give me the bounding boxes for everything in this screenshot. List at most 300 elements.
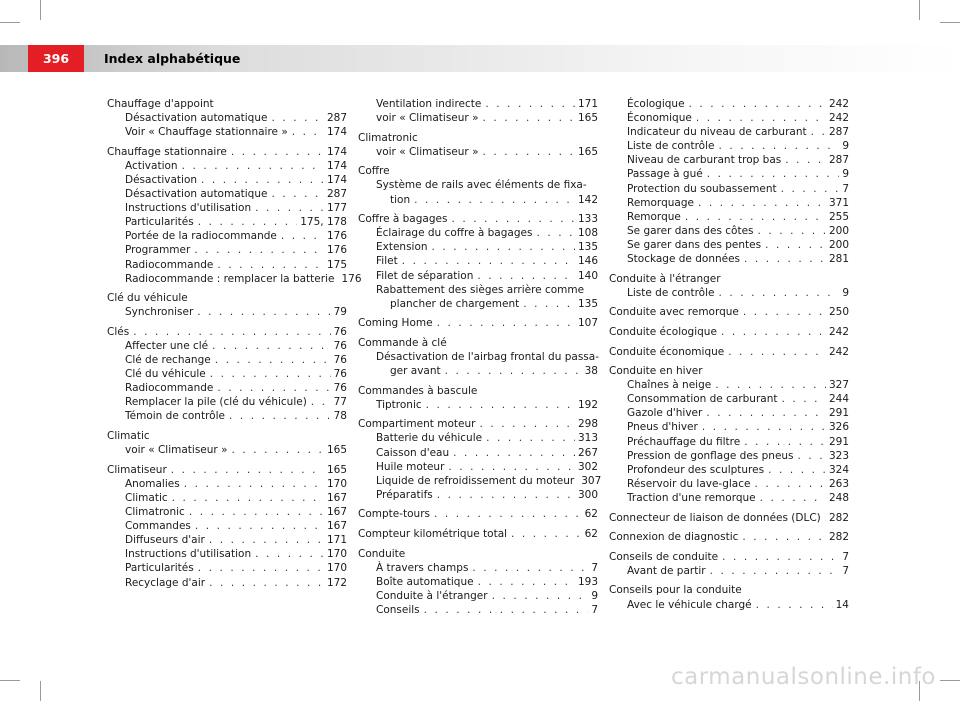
index-entry bbox=[358, 297, 598, 311]
entry-page-number: 165 bbox=[577, 145, 598, 158]
index-entry bbox=[107, 159, 347, 173]
entry-label: voir « Climatiseur » bbox=[125, 444, 228, 457]
entry-page-number: 291 bbox=[828, 435, 849, 448]
entry-label: Instructions d'utilisation bbox=[125, 202, 252, 215]
entry-label: Conduite écologique bbox=[609, 325, 717, 338]
entry-label: Climatiseur bbox=[107, 463, 167, 476]
entry-page-number: 62 bbox=[584, 508, 598, 521]
index-heading bbox=[609, 530, 849, 544]
leader-dots bbox=[765, 238, 826, 252]
entry-label: plancher de chargement bbox=[390, 297, 520, 310]
index-entry bbox=[107, 125, 347, 139]
leader-dots bbox=[754, 477, 825, 491]
entry-page-number: 7 bbox=[591, 604, 598, 616]
entry-label: Désactivation bbox=[125, 173, 198, 186]
leader-dots bbox=[472, 561, 588, 575]
entry-page-number: 281 bbox=[828, 253, 849, 266]
entry-page-number: 170 bbox=[326, 562, 347, 575]
index-entry bbox=[107, 561, 347, 575]
index-entry bbox=[107, 187, 347, 201]
entry-label: Désactivation automatique bbox=[125, 112, 268, 125]
entry-page-number: 79 bbox=[333, 306, 347, 319]
entry-page-number: 7 bbox=[842, 550, 849, 563]
index-column-2 bbox=[358, 97, 602, 617]
entry-page-number: 76 bbox=[333, 325, 347, 338]
entry-label: Tiptronic bbox=[376, 398, 422, 411]
index-entry bbox=[358, 97, 598, 111]
entry-label: Extension bbox=[376, 241, 428, 254]
leader-dots bbox=[271, 111, 323, 125]
leader-dots bbox=[209, 533, 324, 547]
entry-page-number: 174 bbox=[326, 173, 347, 186]
index-entry bbox=[107, 381, 347, 395]
entry-page-number: 165 bbox=[577, 112, 598, 125]
entry-label: Témoin de contrôle bbox=[125, 410, 225, 423]
index-heading bbox=[358, 547, 598, 561]
leader-dots bbox=[721, 325, 826, 339]
entry-label: tion bbox=[390, 193, 411, 206]
leader-dots bbox=[483, 111, 575, 125]
entry-label: Filet bbox=[376, 255, 398, 268]
entry-label: Particularités bbox=[125, 216, 194, 229]
entry-page-number: 7 bbox=[591, 561, 598, 574]
entry-page-number: 135 bbox=[577, 297, 598, 310]
entry-label: Liste de contrôle bbox=[627, 286, 715, 299]
entry-page-number: 170 bbox=[326, 477, 347, 490]
entry-label: Boîte automatique bbox=[376, 575, 474, 588]
entry-label: Protection du soubassement bbox=[627, 182, 777, 195]
entry-label: Compteur kilométrique total bbox=[358, 528, 508, 541]
entry-page-number: 107 bbox=[577, 317, 598, 330]
entry-page-number: 255 bbox=[828, 210, 849, 223]
leader-dots bbox=[696, 111, 826, 125]
entry-page-number: 7 bbox=[842, 564, 849, 577]
index-entry bbox=[609, 420, 849, 434]
entry-label: Rabattement des sièges arrière comme bbox=[376, 283, 585, 296]
entry-page-number: 175 bbox=[326, 258, 347, 271]
entry-label: Niveau de carburant trop bas bbox=[627, 154, 782, 167]
leader-dots bbox=[742, 530, 826, 544]
leader-dots bbox=[194, 243, 324, 257]
entry-label: Chauffage d'appoint bbox=[107, 98, 214, 110]
entry-label: voir « Climatiseur » bbox=[376, 112, 479, 125]
index-entry bbox=[107, 111, 347, 125]
entry-label: Conduite à l'étranger bbox=[609, 272, 721, 285]
entry-label: Traction d'une remorque bbox=[627, 491, 756, 504]
index-entry bbox=[107, 258, 347, 272]
entry-label: Climatronic bbox=[358, 131, 418, 144]
index-entry bbox=[358, 460, 598, 474]
entry-label: Remplacer la pile (clé du véhicule) bbox=[125, 396, 307, 409]
leader-dots bbox=[172, 491, 324, 505]
entry-label: Climatic bbox=[107, 430, 150, 443]
leader-dots bbox=[448, 460, 575, 474]
leader-dots bbox=[281, 229, 324, 243]
index-entry bbox=[358, 431, 598, 445]
entry-label: Connecteur de liaison de données (DLC) bbox=[609, 511, 821, 524]
entry-page-number: 313 bbox=[577, 432, 598, 445]
leader-dots bbox=[189, 505, 324, 519]
index-entry bbox=[107, 519, 347, 533]
entry-page-number: 9 bbox=[842, 140, 849, 153]
leader-dots bbox=[718, 286, 839, 300]
crop-mark bbox=[0, 680, 20, 681]
entry-page-number: 14 bbox=[835, 598, 849, 611]
leader-dots bbox=[182, 159, 324, 173]
entry-label: Commandes bbox=[125, 520, 191, 533]
index-entry bbox=[609, 125, 849, 139]
index-entry bbox=[358, 364, 598, 378]
leader-dots bbox=[311, 395, 331, 409]
entry-page-number: 146 bbox=[577, 255, 598, 268]
index-heading bbox=[609, 583, 849, 597]
leader-dots bbox=[706, 406, 826, 420]
index-entry bbox=[358, 254, 598, 268]
entry-label: Coffre à bagages bbox=[358, 213, 448, 226]
index-entry bbox=[609, 210, 849, 224]
index-entry bbox=[609, 182, 849, 196]
entry-label: Commandes à bascule bbox=[358, 384, 478, 397]
index-entry bbox=[609, 463, 849, 477]
index-entry bbox=[358, 269, 598, 283]
index-entry bbox=[358, 193, 598, 207]
entry-page-number: 176 bbox=[326, 230, 347, 243]
index-entry bbox=[358, 111, 598, 125]
index-heading bbox=[358, 212, 598, 226]
leader-dots bbox=[271, 187, 323, 201]
index-entry bbox=[609, 435, 849, 449]
leader-dots bbox=[477, 269, 575, 283]
entry-page-number: 9 bbox=[842, 286, 849, 299]
index-heading bbox=[609, 345, 849, 359]
entry-label: Diffuseurs d'air bbox=[125, 534, 205, 547]
index-entry bbox=[609, 406, 849, 420]
index-entry bbox=[609, 139, 849, 153]
index-entry bbox=[358, 240, 598, 254]
entry-page-number: 323 bbox=[828, 449, 849, 462]
leader-dots bbox=[785, 153, 826, 167]
entry-page-number: 167 bbox=[326, 506, 347, 519]
entry-page-number: 174 bbox=[326, 145, 347, 158]
index-entry bbox=[609, 167, 849, 181]
index-entry bbox=[609, 153, 849, 167]
entry-page-number: 192 bbox=[577, 398, 598, 411]
index-heading bbox=[358, 527, 598, 541]
index-entry bbox=[609, 392, 849, 406]
entry-page-number: 142 bbox=[577, 193, 598, 206]
leader-dots bbox=[432, 240, 575, 254]
entry-page-number: 38 bbox=[584, 365, 598, 378]
leader-dots bbox=[698, 196, 826, 210]
leader-dots bbox=[229, 409, 331, 423]
index-entry bbox=[107, 576, 347, 590]
entry-page-number: 263 bbox=[828, 477, 849, 490]
entry-page-number: 242 bbox=[828, 325, 849, 338]
entry-page-number: 282 bbox=[828, 531, 849, 544]
entry-label: Clés bbox=[107, 325, 130, 338]
entry-page-number: 167 bbox=[326, 520, 347, 533]
entry-label: Climatic bbox=[125, 491, 168, 504]
index-entry bbox=[107, 272, 362, 286]
index-entry bbox=[358, 178, 598, 192]
index-entry bbox=[107, 243, 347, 257]
index-heading bbox=[358, 417, 598, 431]
entry-label: Recyclage d'air bbox=[125, 576, 206, 589]
entry-page-number: 9 bbox=[842, 168, 849, 181]
leader-dots bbox=[133, 325, 330, 339]
entry-label: Radiocommande : remplacer la batterie bbox=[125, 272, 335, 285]
entry-label: Programmer bbox=[125, 244, 191, 257]
index-entry bbox=[107, 353, 347, 367]
entry-label: Conduite en hiver bbox=[609, 365, 703, 378]
leader-dots bbox=[414, 193, 575, 207]
index-entry bbox=[358, 350, 598, 364]
entry-label: Réservoir du lave-glace bbox=[627, 477, 751, 490]
entry-label: Stockage de données bbox=[627, 253, 741, 266]
entry-label: Gazole d'hiver bbox=[627, 407, 703, 420]
entry-label: Avant de partir bbox=[627, 564, 706, 577]
entry-label: Particularités bbox=[125, 562, 194, 575]
index-column-3 bbox=[609, 97, 849, 612]
index-entry bbox=[107, 409, 347, 423]
entry-page-number: 165 bbox=[326, 444, 347, 457]
leader-dots bbox=[255, 201, 324, 215]
entry-page-number: 371 bbox=[828, 196, 849, 209]
leader-dots bbox=[424, 603, 589, 617]
leader-dots bbox=[184, 477, 324, 491]
entry-page-number: 200 bbox=[828, 224, 849, 237]
entry-label: Liste de contrôle bbox=[627, 140, 715, 153]
leader-dots bbox=[768, 463, 826, 477]
entry-label: Désactivation de l'airbag frontal du passa- bbox=[376, 351, 599, 363]
entry-label: Préparatifs bbox=[376, 488, 433, 501]
crop-mark bbox=[940, 680, 960, 681]
entry-page-number: 267 bbox=[577, 446, 598, 459]
entry-label: Commande à clé bbox=[358, 336, 447, 349]
leader-dots bbox=[426, 398, 575, 412]
leader-dots bbox=[232, 443, 324, 457]
index-entry bbox=[609, 97, 849, 111]
leader-dots bbox=[685, 210, 826, 224]
leader-dots bbox=[710, 564, 840, 578]
entry-label: Profondeur des sculptures bbox=[627, 463, 765, 476]
index-entry bbox=[107, 367, 347, 381]
index-entry bbox=[358, 474, 602, 488]
entry-page-number: 193 bbox=[577, 575, 598, 588]
entry-label: Batterie du véhicule bbox=[376, 432, 483, 445]
leader-dots bbox=[492, 589, 589, 603]
leader-dots bbox=[523, 297, 575, 311]
entry-label: Chaînes à neige bbox=[627, 379, 712, 392]
entry-label: Caisson d'eau bbox=[376, 446, 450, 459]
entry-page-number: 140 bbox=[577, 269, 598, 282]
index-heading bbox=[358, 131, 598, 145]
page-title: Index alphabétique bbox=[104, 51, 241, 66]
leader-dots bbox=[715, 378, 826, 392]
entry-label: Connexion de diagnostic bbox=[609, 531, 739, 544]
index-entry bbox=[358, 145, 598, 159]
leader-dots bbox=[445, 364, 582, 378]
entry-page-number: 172 bbox=[326, 576, 347, 589]
entry-label: Système de rails avec éléments de fixa- bbox=[376, 179, 587, 192]
index-entry bbox=[107, 547, 347, 561]
index-entry bbox=[609, 224, 849, 238]
index-entry bbox=[107, 173, 347, 187]
entry-label: Écologique bbox=[627, 98, 685, 110]
entry-page-number: 302 bbox=[577, 460, 598, 473]
entry-label: Avec le véhicule chargé bbox=[627, 598, 752, 611]
index-entry bbox=[107, 491, 347, 505]
index-entry bbox=[107, 305, 347, 319]
index-entry bbox=[609, 491, 849, 505]
leader-dots bbox=[707, 167, 840, 181]
watermark: carmanualsonline.info bbox=[670, 664, 936, 690]
entry-page-number: 248 bbox=[828, 491, 849, 504]
index-heading bbox=[107, 145, 347, 159]
index-heading bbox=[107, 429, 347, 443]
index-heading bbox=[107, 463, 347, 477]
leader-dots bbox=[197, 305, 330, 319]
crop-mark bbox=[0, 22, 20, 23]
leader-dots bbox=[209, 576, 324, 590]
index-heading bbox=[609, 364, 849, 378]
entry-label: Liquide de refroidissement du moteur bbox=[376, 474, 575, 487]
leader-dots bbox=[743, 305, 826, 319]
leader-dots bbox=[781, 182, 840, 196]
entry-label: Chauffage stationnaire bbox=[107, 145, 227, 158]
entry-page-number: 287 bbox=[828, 154, 849, 167]
entry-label: Indicateur du niveau de carburant bbox=[627, 126, 807, 139]
leader-dots bbox=[217, 258, 324, 272]
entry-label: Anomalies bbox=[125, 477, 180, 490]
index-entry bbox=[609, 252, 849, 266]
index-heading bbox=[358, 316, 598, 330]
entry-label: ger avant bbox=[390, 365, 441, 378]
leader-dots bbox=[760, 491, 826, 505]
index-entry bbox=[609, 286, 849, 300]
index-entry bbox=[609, 598, 849, 612]
index-entry bbox=[609, 196, 849, 210]
index-heading bbox=[609, 511, 849, 525]
leader-dots bbox=[744, 435, 826, 449]
entry-page-number: 9 bbox=[591, 589, 598, 602]
entry-label: Synchroniser bbox=[125, 306, 194, 319]
leader-dots bbox=[811, 125, 826, 139]
index-heading bbox=[609, 305, 849, 319]
index-entry bbox=[358, 226, 598, 240]
entry-label: Filet de séparation bbox=[376, 269, 474, 282]
entry-label: Conduite économique bbox=[609, 345, 725, 358]
leader-dots bbox=[195, 519, 324, 533]
leader-dots bbox=[231, 145, 324, 159]
index-entry bbox=[609, 477, 849, 491]
entry-label: Radiocommande bbox=[125, 382, 214, 395]
entry-page-number: 244 bbox=[828, 393, 849, 406]
leader-dots bbox=[728, 345, 826, 359]
leader-dots bbox=[215, 353, 331, 367]
leader-dots bbox=[453, 446, 575, 460]
leader-dots bbox=[210, 367, 331, 381]
index-heading bbox=[107, 291, 347, 305]
entry-page-number: 167 bbox=[326, 491, 347, 504]
entry-page-number: 250 bbox=[828, 306, 849, 319]
index-entry bbox=[609, 378, 849, 392]
entry-label: Conduite avec remorque bbox=[609, 306, 739, 319]
index-entry bbox=[358, 589, 598, 603]
index-entry bbox=[609, 564, 849, 578]
leader-dots bbox=[756, 598, 833, 612]
index-entry bbox=[107, 395, 347, 409]
index-entry bbox=[358, 561, 598, 575]
leader-dots bbox=[198, 215, 298, 229]
entry-label: Voir « Chauffage stationnaire » bbox=[125, 126, 288, 139]
entry-page-number: 76 bbox=[333, 368, 347, 381]
entry-page-number: 287 bbox=[326, 112, 347, 125]
entry-label: Remorque bbox=[627, 210, 681, 223]
entry-label: Conseils pour la conduite bbox=[609, 584, 742, 597]
entry-page-number: 324 bbox=[828, 463, 849, 476]
index-heading bbox=[358, 164, 598, 178]
entry-label: Pneus d'hiver bbox=[627, 421, 698, 434]
index-entry bbox=[358, 575, 598, 589]
index-entry bbox=[358, 283, 598, 297]
entry-page-number: 7 bbox=[842, 182, 849, 195]
index-entry bbox=[107, 339, 347, 353]
entry-page-number: 287 bbox=[326, 188, 347, 201]
index-heading bbox=[358, 384, 598, 398]
leader-dots bbox=[825, 511, 826, 525]
entry-label: voir « Climatiseur » bbox=[376, 145, 479, 158]
entry-page-number: 135 bbox=[577, 241, 598, 254]
leader-dots bbox=[718, 139, 839, 153]
entry-page-number: 76 bbox=[333, 340, 347, 352]
leader-dots bbox=[511, 527, 582, 541]
crop-mark bbox=[40, 681, 41, 701]
entry-page-number: 242 bbox=[828, 98, 849, 110]
entry-label: Portée de la radiocommande bbox=[125, 230, 277, 243]
entry-label: Radiocommande bbox=[125, 258, 214, 271]
crop-mark bbox=[919, 0, 920, 20]
entry-page-number: 174 bbox=[326, 159, 347, 172]
index-entry bbox=[358, 446, 598, 460]
page-number: 396 bbox=[28, 45, 84, 72]
entry-page-number: 200 bbox=[828, 238, 849, 251]
entry-label: Passage à gué bbox=[627, 168, 703, 181]
index-heading bbox=[609, 272, 849, 286]
entry-label: Désactivation automatique bbox=[125, 188, 268, 201]
leader-dots bbox=[451, 212, 575, 226]
index-heading bbox=[107, 325, 347, 339]
leader-dots bbox=[479, 417, 575, 431]
entry-label: Clé du véhicule bbox=[107, 292, 188, 305]
index-entry bbox=[107, 533, 347, 547]
leader-dots bbox=[485, 97, 575, 111]
entry-label: Activation bbox=[125, 159, 178, 172]
entry-label: Conseils de conduite bbox=[609, 550, 719, 563]
entry-label: Coffre bbox=[358, 165, 390, 178]
entry-label: Conduite bbox=[358, 547, 406, 560]
entry-label: Pression de gonflage des pneus bbox=[627, 449, 794, 462]
entry-page-number: 76 bbox=[333, 354, 347, 367]
entry-page-number: 327 bbox=[828, 379, 849, 392]
entry-page-number: 298 bbox=[577, 418, 598, 431]
entry-page-number: 300 bbox=[577, 488, 598, 501]
entry-page-number: 170 bbox=[326, 548, 347, 561]
leader-dots bbox=[402, 254, 575, 268]
entry-label: Consommation de carburant bbox=[627, 393, 778, 406]
entry-page-number: 282 bbox=[828, 511, 849, 524]
leader-dots bbox=[198, 561, 324, 575]
